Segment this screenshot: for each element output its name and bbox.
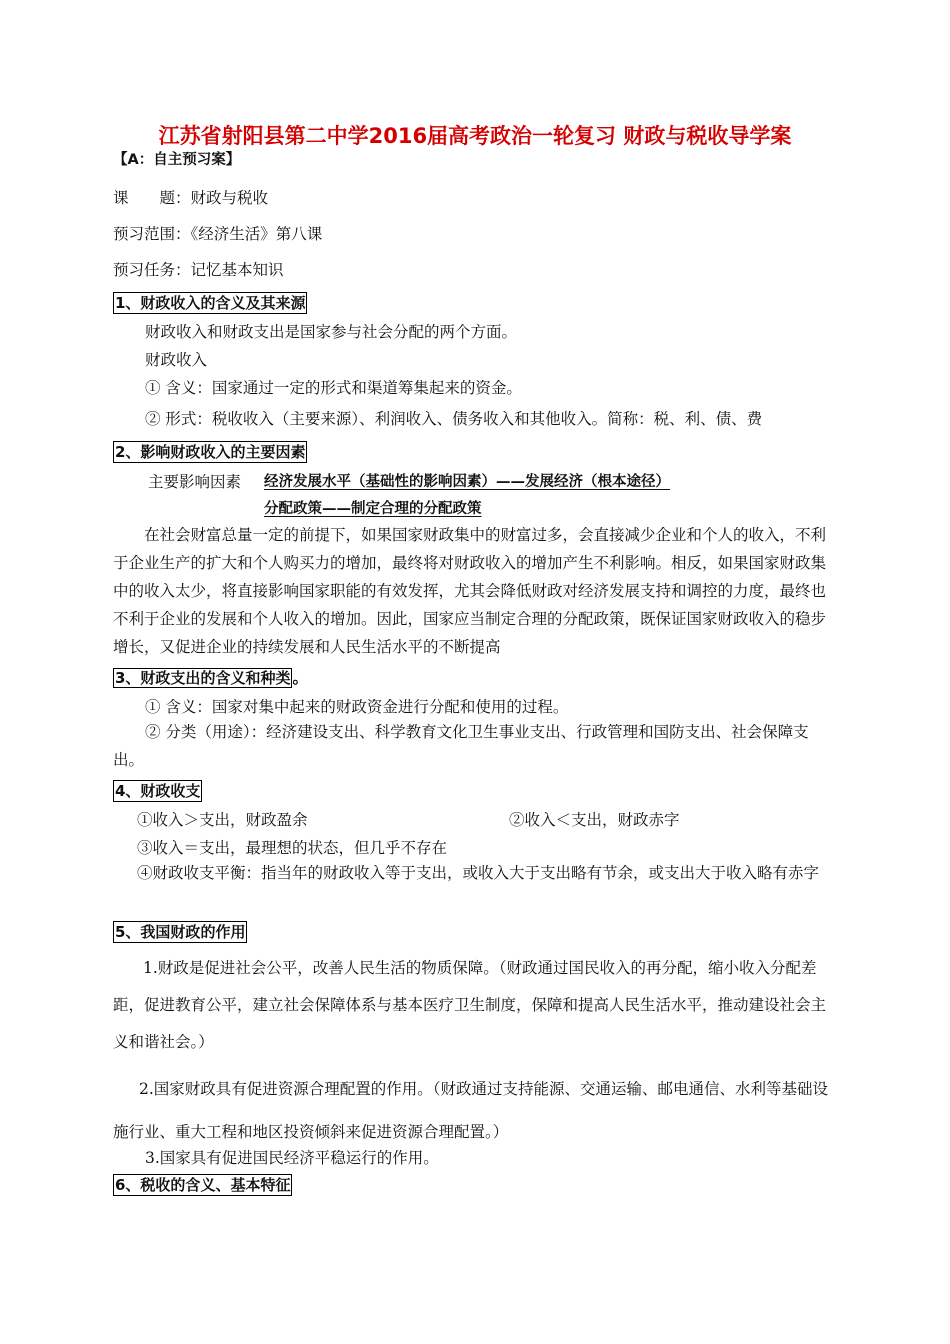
section-4-p3: ④财政收支平衡：指当年的财政收入等于支出，或收入大于支出略有节余，或支出大于收入略有赤字 <box>137 864 820 882</box>
section-3-p1: ① 含义：国家对集中起来的财政资金进行分配和使用的过程。 <box>145 698 569 716</box>
topic-value: 财政与税收 <box>190 189 269 207</box>
section-3-p2-block <box>113 718 838 774</box>
scope-label: 预习范围： <box>113 225 191 243</box>
factor-label: 主要影响因素 <box>148 473 242 491</box>
section-5-p3: 3.国家具有促进国民经济平稳运行的作用。 <box>145 1149 439 1167</box>
section-2-paragraph-text: 在社会财富总量一定的前提下，如果国家财政集中的财富过多，会直接减少企业和个人的收入，不利于企业生产的扩大和个人购买力的增加，最终将对财政收入的增加产生不利影响。相反，如果国家财政集中的收入太少，将直接影响国家职能的有效发挥，尤其会降低财政对经济发展支持和调控的力度，最终也不利于企业的发展和个人收入的增加。因此，国家应当制定合理的分配政策，既保证国家财政收入的稳步增长，又促进企业的持续发展和人民生活水平的不断提高 <box>113 526 827 656</box>
scope-value: 《经济生活》第八课 <box>190 225 323 243</box>
section-4-p1b: ②收入＜支出，财政赤字 <box>509 811 680 829</box>
section-1-heading: 1、财政收入的含义及其来源 <box>115 294 306 312</box>
section-4-p2: ③收入＝支出，最理想的状态，但几乎不存在 <box>137 839 448 857</box>
section-1-p2: 财政收入 <box>145 351 208 369</box>
factor-economic-development: 经济发展水平（基础性的影响因素）——发展经济（根本途径） <box>264 474 670 490</box>
task-label: 预习任务： <box>113 261 191 279</box>
document-title: 江苏省射阳县第二中学2016届高考政治一轮复习 财政与税收导学案 <box>158 124 792 148</box>
section-1-p3: ① 含义：国家通过一定的形式和渠道筹集起来的资金。 <box>145 379 522 397</box>
section-6-heading: 6、税收的含义、基本特征 <box>115 1176 291 1194</box>
section-5-p1-block <box>113 950 838 1061</box>
section-5-p1: 1.财政是促进社会公平，改善人民生活的物质保障。（财政通过国民收入的再分配，缩小收入分配差距，促进教育公平，建立社会保障体系与基本医疗卫生制度，保障和提高人民生活水平，推动建设社会主义和谐社会。） <box>113 959 827 1051</box>
section-4-p1a: ①收入＞支出，财政盈余 <box>137 811 308 829</box>
task-value: 记忆基本知识 <box>190 261 284 279</box>
section-5-heading: 5、我国财政的作用 <box>115 923 246 941</box>
scope-line <box>113 224 322 244</box>
section-2-heading: 2、影响财政收入的主要因素 <box>115 443 306 461</box>
section-4-heading: 4、财政收支 <box>115 782 201 800</box>
section-3-heading-row <box>113 668 308 688</box>
section-3-heading-tail: 。 <box>292 669 308 687</box>
section-3-heading: 3、财政支出的含义和种类 <box>115 669 291 687</box>
section-5-p2: 2.国家财政具有促进资源合理配置的作用。（财政通过支持能源、交通运输、邮电通信、水利等基础设施行业、重大工程和地区投资倾斜来促进资源合理配置。） <box>113 1080 829 1141</box>
section-4-p3-block <box>113 859 838 887</box>
section-1-p1: 财政收入和财政支出是国家参与社会分配的两个方面。 <box>145 323 518 341</box>
section-2-paragraph <box>113 521 838 661</box>
section-3-p2: ② 分类（用途）：经济建设支出、科学教育文化卫生事业支出、行政管理和国防支出、社会保障支出。 <box>113 723 809 769</box>
factor-distribution-policy: 分配政策——制定合理的分配政策 <box>264 501 482 517</box>
topic-label: 课 题： <box>113 189 191 207</box>
section-a-label: 【A：自主预习案】 <box>113 152 241 168</box>
topic-line <box>113 188 268 208</box>
section-5-p2-block <box>113 1068 838 1154</box>
task-line <box>113 260 284 280</box>
section-1-p4: ② 形式：税收收入（主要来源）、利润收入、债务收入和其他收入。简称：税、利、债、费 <box>145 410 763 428</box>
